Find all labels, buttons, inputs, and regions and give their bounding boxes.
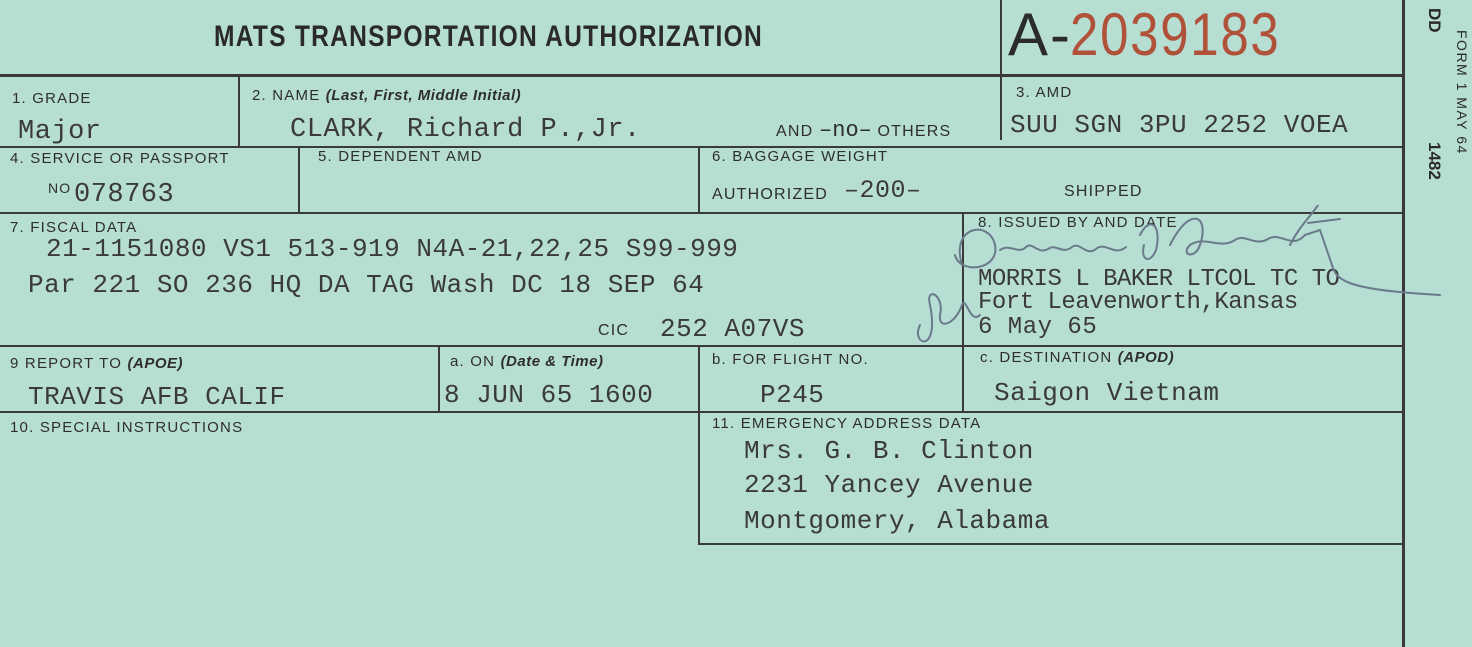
on-date-label-num: a. ON	[450, 353, 496, 370]
emergency-bottom-line	[700, 543, 1403, 545]
flight-label: b. FOR FLIGHT NO.	[712, 351, 869, 368]
destination-label-num: c. DESTINATION	[980, 349, 1113, 366]
on-date-value: 8 JUN 65 1600	[444, 380, 654, 410]
emergency-line-3: Montgomery, Alabama	[744, 506, 1050, 536]
report-label-hint: (APOE)	[127, 355, 184, 372]
col-line-report	[438, 347, 440, 413]
destination-label-hint: (APOD)	[1117, 349, 1175, 366]
issued-line-2: Fort Leavenworth,Kansas	[978, 289, 1298, 316]
col-line-flight	[698, 347, 700, 545]
form-title: MATS TRANSPORTATION AUTHORIZATION	[214, 20, 763, 53]
grade-label: 1. GRADE	[12, 90, 92, 107]
flight-value: P245	[760, 380, 825, 410]
issuer-signature	[900, 205, 1450, 355]
baggage-shipped-label: SHIPPED	[1064, 183, 1143, 200]
issued-label: 8. ISSUED BY AND DATE	[978, 214, 1178, 231]
col-line-grade	[238, 76, 240, 148]
cic-label: CIC	[598, 322, 630, 339]
on-date-label-hint: (Date & Time)	[500, 353, 604, 370]
name-label-hint: (Last, First, Middle Initial)	[325, 87, 522, 104]
report-label-num: 9 REPORT TO	[10, 355, 123, 372]
col-line-service	[298, 148, 300, 214]
serial-prefix: A-	[1008, 1, 1072, 68]
issued-line-1: MORRIS L BAKER LTCOL TC TO	[978, 266, 1340, 293]
dependent-label: 5. DEPENDENT AMD	[318, 148, 483, 165]
issued-line-3: 6 May 65	[978, 314, 1098, 341]
service-value: 078763	[74, 180, 175, 210]
emergency-line-2: 2231 Yancey Avenue	[744, 470, 1034, 500]
report-label	[10, 355, 183, 372]
name-label-num: 2. NAME	[252, 87, 321, 104]
others-prefix: AND	[776, 123, 814, 140]
others-label	[776, 118, 951, 143]
amd-label: 3. AMD	[1016, 84, 1073, 101]
form-dd-label: DD	[1425, 8, 1444, 33]
emergency-line-1: Mrs. G. B. Clinton	[744, 436, 1034, 466]
fiscal-line-1: 21-1151080 VS1 513-919 N4A-21,22,25 S99-999	[46, 234, 739, 264]
on-date-label	[450, 353, 603, 370]
baggage-label: 6. BAGGAGE WEIGHT	[712, 148, 889, 165]
emergency-label: 11. EMERGENCY ADDRESS DATA	[712, 415, 982, 432]
service-no-prefix: NO	[48, 180, 72, 196]
row-line-1	[0, 74, 1405, 77]
fiscal-label: 7. FISCAL DATA	[10, 219, 138, 236]
col-line-dependent	[698, 148, 700, 214]
fiscal-line-2: Par 221 SO 236 HQ DA TAG Wash DC 18 SEP 64	[28, 270, 705, 300]
others-suffix: OTHERS	[877, 123, 952, 140]
row-line-2	[0, 146, 1403, 148]
name-label	[252, 87, 521, 104]
baggage-authorized-label: AUTHORIZED	[712, 186, 828, 203]
destination-label	[980, 349, 1174, 366]
serial-number: 2039183	[1070, 1, 1281, 68]
form-number: 1482	[1425, 142, 1444, 180]
form-info-label: FORM 1 MAY 64	[1454, 30, 1470, 155]
others-value: –no–	[819, 118, 872, 143]
baggage-authorized-value: –200–	[844, 176, 922, 205]
report-value: TRAVIS AFB CALIF	[28, 382, 286, 412]
grade-value: Major	[18, 117, 102, 147]
name-value: CLARK, Richard P.,Jr.	[290, 115, 641, 145]
header-divider	[1000, 0, 1002, 140]
service-label: 4. SERVICE OR PASSPORT	[10, 150, 230, 167]
destination-value: Saigon Vietnam	[994, 378, 1220, 408]
cic-value: 252 A07VS	[660, 314, 805, 344]
special-label: 10. SPECIAL INSTRUCTIONS	[10, 419, 244, 436]
amd-value: SUU SGN 3PU 2252 VOEA	[1010, 110, 1349, 140]
